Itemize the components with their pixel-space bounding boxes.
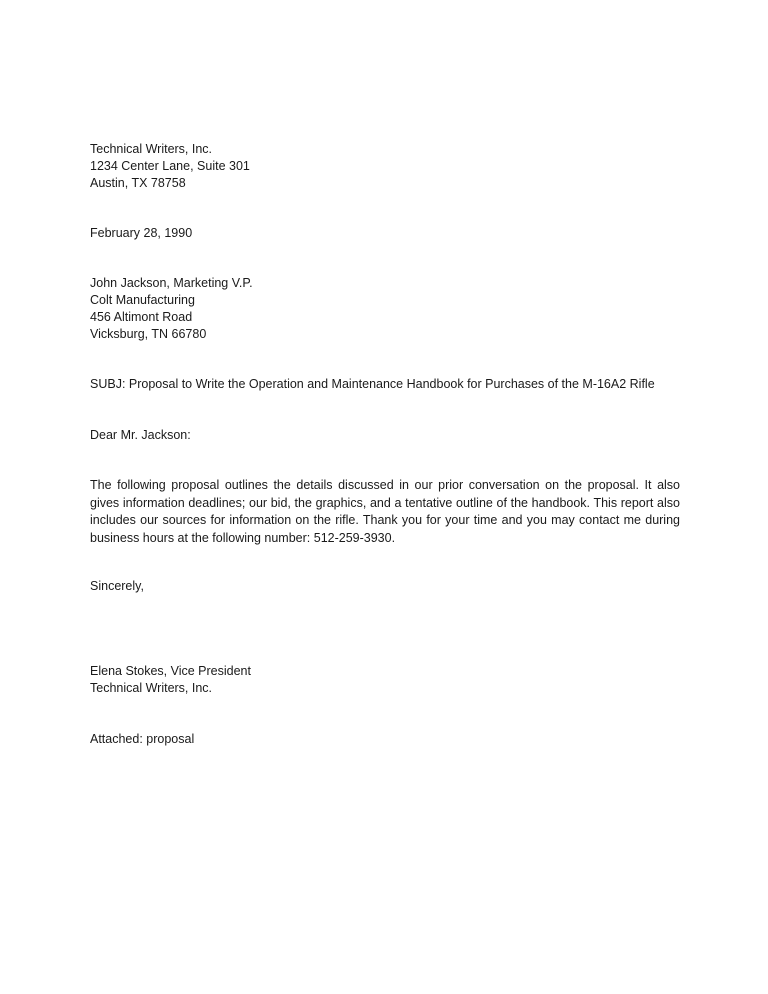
body-paragraph: The following proposal outlines the details discussed in our prior conversation on the proposal. It also gives information deadlines; our bid, the graphics, and a tentative outline of the handbook. This report also includes our sources for information on the rifle. Thank you for your time and you may contact me during business hours at the following number: 512-259-3930.: [90, 478, 680, 545]
recipient-street: 456 Altimont Road: [90, 310, 193, 324]
letter-date: [90, 225, 680, 242]
sender-company: Technical Writers, Inc.: [90, 142, 213, 156]
subject-text: SUBJ: Proposal to Write the Operation and Maintenance Handbook for Purchases of the M-16A2 Rifle: [90, 377, 655, 391]
salutation-text: Dear Mr. Jackson:: [90, 428, 191, 442]
date-text: February 28, 1990: [90, 226, 193, 240]
attachment-text: Attached: proposal: [90, 732, 195, 746]
attachment-note: [90, 731, 680, 748]
salutation: [90, 427, 680, 444]
subject-line: [90, 376, 680, 393]
recipient-name-title: John Jackson, Marketing V.P.: [90, 276, 253, 290]
sender-address: [90, 141, 680, 192]
sender-city-state-zip: Austin, TX 78758: [90, 176, 186, 190]
recipient-company: Colt Manufacturing: [90, 293, 195, 307]
signature-company: Technical Writers, Inc.: [90, 681, 213, 695]
closing-text: Sincerely,: [90, 579, 144, 593]
sender-street: 1234 Center Lane, Suite 301: [90, 159, 250, 173]
closing: [90, 578, 680, 595]
signature-block: [90, 663, 680, 697]
signature-name-title: Elena Stokes, Vice President: [90, 664, 251, 678]
recipient-address: [90, 275, 680, 343]
recipient-city-state-zip: Vicksburg, TN 66780: [90, 327, 207, 341]
